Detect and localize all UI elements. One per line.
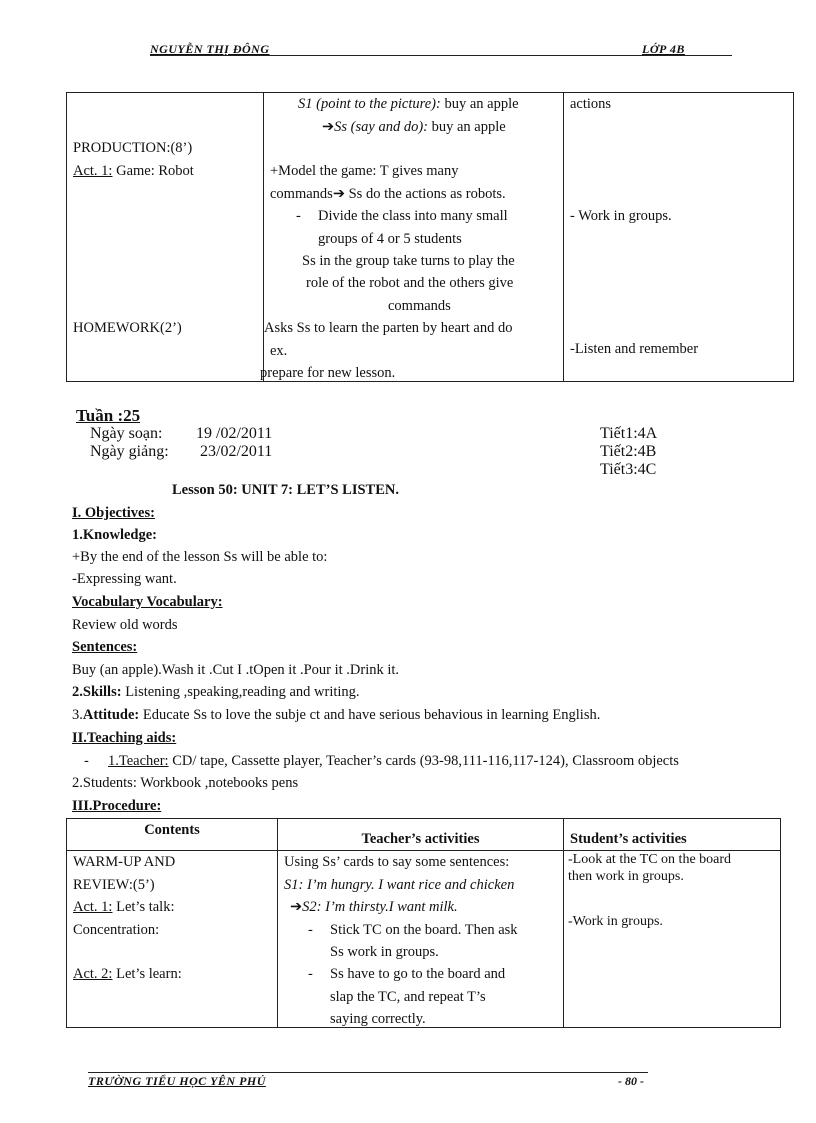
s1-hungry-line: S1: I’m hungry. I want rice and chicken <box>284 877 515 893</box>
sentences-heading: Sentences: <box>72 639 138 655</box>
page-number: - 80 - <box>618 1074 644 1088</box>
turns-line-1: Ss in the group take turns to play the <box>302 253 515 269</box>
listen-remember-text: -Listen and remember <box>570 341 699 357</box>
lesson-title: Lesson 50: UNIT 7: LET’S LISTEN. <box>172 482 399 498</box>
turns-line-2: role of the robot and the others give <box>306 275 514 291</box>
act1-line <box>73 163 194 180</box>
knowledge-line-1: +By the end of the lesson Ss will be able to: <box>72 549 328 565</box>
period-3: Tiết3:4C <box>600 461 657 478</box>
attitude-line <box>72 707 600 724</box>
ss-prefix: Ss (say and do): <box>334 119 428 135</box>
ss-text: buy an apple <box>428 119 506 135</box>
table2-teacher-cell <box>278 851 564 1028</box>
skills-line <box>72 684 360 701</box>
vocabulary-heading: Vocabulary Vocabulary: <box>72 594 223 610</box>
act1-label: Act. 1: <box>73 163 113 179</box>
act2-learn-text: Let’s learn: <box>112 966 182 982</box>
act1-talk-line <box>73 899 174 916</box>
vocabulary-text: Review old words <box>72 617 178 633</box>
divide-line-2: groups of 4 or 5 students <box>318 231 462 247</box>
concentration-label: Concentration: <box>73 922 160 938</box>
student-aids-line: 2.Students: Workbook ,notebooks pens <box>72 775 299 791</box>
look-line-1: -Look at the TC on the board <box>568 852 732 867</box>
footer-rule <box>88 1072 648 1073</box>
homework-label: HOMEWORK(2’) <box>73 320 182 336</box>
model-robots: Ss do the actions as robots. <box>344 186 506 202</box>
s1-prefix: S1 (point to the picture): <box>298 96 441 112</box>
act2-learn-label: Act. 2: <box>73 966 113 982</box>
slap-line-3: saying correctly. <box>330 1011 426 1027</box>
header-student <box>564 819 781 851</box>
stick-line-2: Ss work in groups. <box>330 944 439 960</box>
divide-line-1: Divide the class into many small <box>318 208 508 224</box>
act1-text: Game: Robot <box>112 163 194 179</box>
look-line-2: then work in groups. <box>568 869 684 884</box>
header-contents <box>67 819 278 851</box>
s2-thirsty-text: S2: I’m thirsty.I want milk. <box>302 899 458 915</box>
s2-thirsty-line <box>290 899 458 916</box>
asks-line-1: Asks Ss to learn the parten by heart and do <box>264 320 513 336</box>
table2-student-cell <box>564 851 781 1028</box>
s1-line <box>298 96 519 113</box>
attitude-number: 3. <box>72 707 83 723</box>
prepare-line: prepare for new lesson. <box>260 365 396 381</box>
bullet-dash-icon: - <box>296 208 301 224</box>
arrow-right-icon: ➔ <box>290 899 303 915</box>
teacher-aids-text: CD/ tape, Cassette player, Teacher’s cards (93-98,111-116,117-124), Classroom objects <box>168 753 679 769</box>
stick-line-1: Stick TC on the board. Then ask <box>330 922 518 938</box>
teaching-aids-heading: II.Teaching aids: <box>72 730 177 746</box>
bullet-dash-icon: - <box>308 966 313 982</box>
header-teacher-label: Teacher’s activities <box>361 831 480 847</box>
act1-talk-text: Let’s talk: <box>112 899 175 915</box>
slap-line-1: Ss have to go to the board and <box>330 966 506 982</box>
prep-date-label: Ngày soạn: <box>90 425 163 442</box>
attitude-text: Educate Ss to love the subje ct and have serious behavious in learning English. <box>139 707 601 723</box>
table2-contents-cell <box>67 851 278 1028</box>
bullet-dash-icon: - <box>308 922 313 938</box>
period-2: Tiết2:4B <box>600 443 657 460</box>
procedure-heading: III.Procedure: <box>72 798 162 814</box>
model-line-1: +Model the game: T gives many <box>270 163 459 179</box>
teacher-aids-line <box>108 753 679 770</box>
arrow-right-icon: ➔ <box>322 119 335 135</box>
sentences-text: Buy (an apple).Wash it .Cut I .tOpen it .Pour it .Drink it. <box>72 662 400 678</box>
arrow-right-icon: ➔ <box>332 186 345 202</box>
header-contents-label: Contents <box>144 822 200 838</box>
skills-text: Listening ,speaking,reading and writing. <box>121 684 360 700</box>
warmup-line-1: WARM-UP AND <box>73 854 176 870</box>
work-groups-text: - Work in groups. <box>570 208 672 224</box>
ss-line <box>322 119 506 136</box>
act2-learn-line <box>73 966 182 983</box>
week-label: Tuần :25 <box>76 406 141 425</box>
attitude-label: Attitude: <box>82 707 140 723</box>
s1-text: buy an apple <box>440 96 519 112</box>
bullet-dash-icon: - <box>84 753 89 769</box>
knowledge-label: 1.Knowledge: <box>72 527 157 543</box>
model-line-2 <box>270 186 506 203</box>
production-table <box>66 92 794 382</box>
prep-date-value: 19 /02/2011 <box>196 425 273 442</box>
knowledge-line-2: -Expressing want. <box>72 571 177 587</box>
header-teacher <box>278 819 564 851</box>
slap-line-2: slap the TC, and repeat T’s <box>330 989 486 1005</box>
turns-line-3: commands <box>388 298 451 314</box>
teach-date-label: Ngày giảng: <box>90 443 169 460</box>
procedure-table <box>66 818 781 1028</box>
table1-student-cell <box>564 93 794 382</box>
header-author: NGUYỄN THỊ ĐÔNG <box>150 42 270 56</box>
warmup-line-2: REVIEW:(5’) <box>73 877 155 893</box>
header-rule <box>150 55 732 56</box>
model-commands: commands <box>270 186 333 202</box>
period-1: Tiết1:4A <box>600 425 658 442</box>
using-cards-line: Using Ss’ cards to say some sentences: <box>284 854 510 870</box>
teacher-aids-label: 1.Teacher: <box>108 753 169 769</box>
header-class: LỚP 4B <box>642 42 685 56</box>
table1-contents-cell <box>67 93 264 382</box>
asks-line-2: ex. <box>270 343 288 359</box>
objectives-heading: I. Objectives: <box>72 505 155 521</box>
skills-label: 2.Skills: <box>72 684 122 700</box>
work-groups-line: -Work in groups. <box>568 914 663 929</box>
table1-teacher-cell <box>260 93 564 382</box>
act1-talk-label: Act. 1: <box>73 899 113 915</box>
production-label: PRODUCTION:(8’) <box>73 140 193 156</box>
teach-date-value: 23/02/2011 <box>200 443 273 460</box>
footer-school: TRƯỜNG TIỂU HỌC YÊN PHÚ <box>88 1074 266 1088</box>
actions-text: actions <box>570 96 612 112</box>
header-student-label: Student’s activities <box>570 831 687 847</box>
